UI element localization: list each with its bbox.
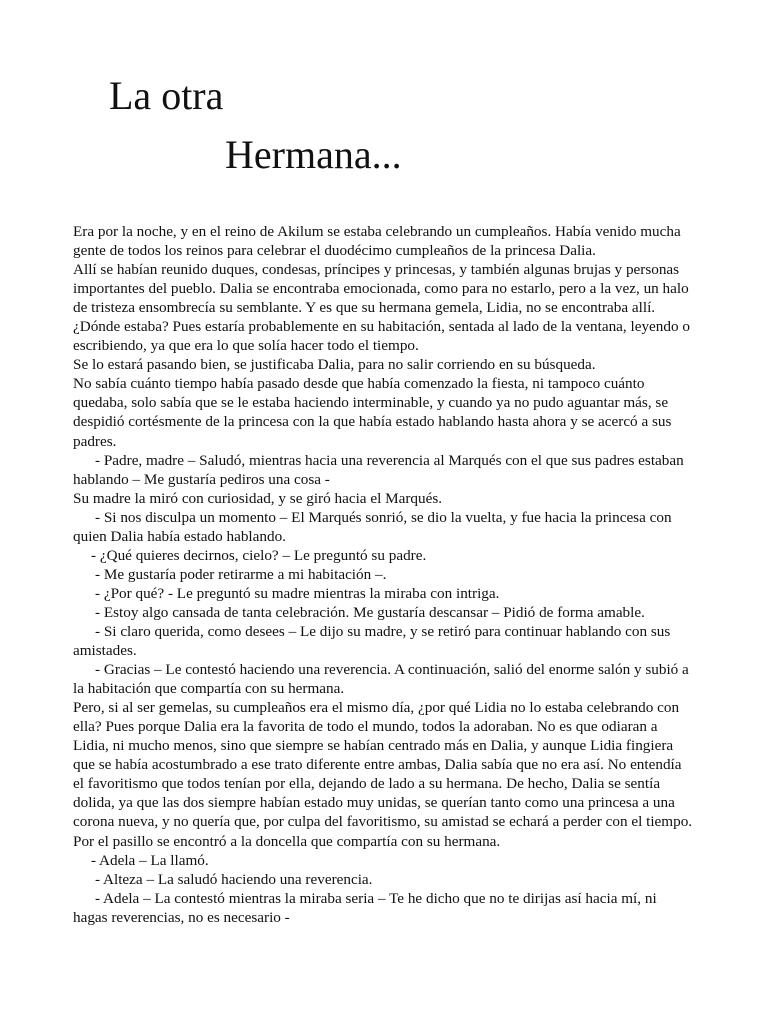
dialogue-line: - Gracias – Le contestó haciendo una reverencia. A continuación, salió del enorme salón y subió a la habitación que compartía con su hermana.	[73, 661, 689, 698]
paragraph: Su madre la miró con curiosidad, y se giró hacia el Marqués.	[73, 489, 443, 507]
dialogue-line: - ¿Por qué? - Le preguntó su madre mientras la miraba con intriga.	[95, 584, 500, 602]
dialogue-line: - Adela – La contestó mientras la miraba seria – Te he dicho que no te dirijas así hacia mí, ni hagas reverencias, no es necesario -	[73, 889, 657, 926]
dialogue-line: - Adela – La llamó.	[91, 851, 209, 869]
paragraph: Por el pasillo se encontró a la doncella que compartía con su hermana.	[73, 832, 501, 850]
dialogue-line: - Estoy algo cansada de tanta celebración. Me gustaría descansar – Pidió de forma amable.	[95, 603, 645, 621]
title-line-1: La otra	[109, 73, 224, 118]
dialogue-line: - Padre, madre – Saludó, mientras hacia una reverencia al Marqués con el que sus padres estaban hablando – Me gustaría pediros una cosa -	[73, 451, 684, 488]
paragraph: Se lo estará pasando bien, se justificaba Dalia, para no salir corriendo en su búsqueda.	[73, 356, 596, 374]
body-text	[73, 222, 695, 927]
dialogue-line: - Si nos disculpa un momento – El Marqués sonrió, se dio la vuelta, y fue hacia la princesa con quien Dalia había estado hablando.	[73, 508, 672, 545]
dialogue-line: - ¿Qué quieres decirnos, cielo? – Le preguntó su padre.	[91, 546, 427, 564]
paragraph: Allí se habían reunido duques, condesas, príncipes y princesas, y también algunas brujas y personas importantes del pueblo. Dalia se encontraba emocionada, como para no estarlo, pero a la vez, un halo de tristeza ensombrecía su semblante. Y es que su hermana gemela, Lidia, no se encontraba allí. ¿Dónde estaba? Pues estaría probablemente en su habitación, sentada al lado de la ventana, leyendo o escribiendo, ya que era lo que solía hacer todo el tiempo.	[73, 261, 690, 355]
paragraph: Era por la noche, y en el reino de Akilum se estaba celebrando un cumpleaños. Había venido mucha gente de todos los reinos para celebrar el duodécimo cumpleaños de la princesa Dalia.	[73, 223, 681, 260]
dialogue-line: - Si claro querida, como desees – Le dijo su madre, y se retiró para continuar hablando con sus amistades.	[73, 622, 671, 660]
title-line-2: Hermana...	[225, 132, 402, 177]
paragraph: Pero, si al ser gemelas, su cumpleaños era el mismo día, ¿por qué Lidia no lo estaba celebrando con ella? Pues porque Dalia era la favorita de todo el mundo, todos la adoraban. No es que odiaran a Lidia, ni mucho menos, sino que siempre se habían centrado más en Dalia, y aunque Lidia fingiera que se había acostumbrado a ese trato diferente entre ambas, Dalia sabía que no era así. No entendía el favoritismo que todos tenían por ella, dejando de lado a su hermana. De hecho, Dalia se sentía dolida, ya que las dos siempre habían estado muy unidas, se querían tanto como una princesa a una corona nueva, y no quería que, por culpa del favoritismo, su amistad se echará a perder con el tiempo.	[73, 699, 693, 831]
dialogue-line: - Alteza – La saludó haciendo una reverencia.	[95, 870, 373, 888]
paragraph: No sabía cuánto tiempo había pasado desde que había comenzado la fiesta, ni tampoco cuánto quedaba, solo sabía que se le estaba haciendo interminable, y cuando ya no pudo aguantar más, se despidió cortésmente de la princesa con la que había estado hablando hasta ahora y se acercó a sus padres.	[73, 375, 672, 450]
dialogue-line: - Me gustaría poder retirarme a mi habitación –.	[95, 565, 387, 583]
